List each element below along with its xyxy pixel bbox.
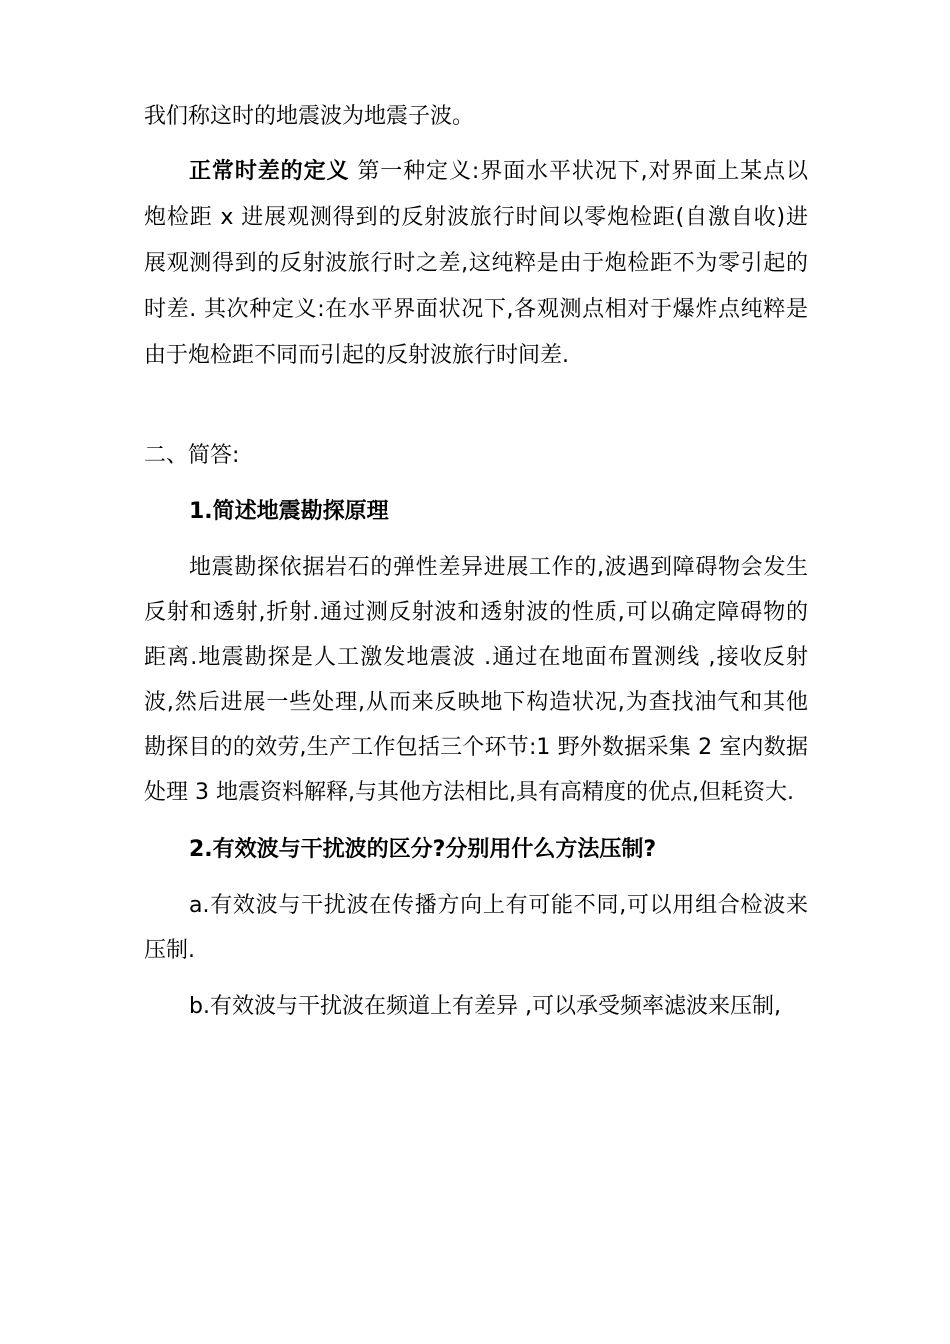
paragraph-line: 勘探目的的效劳,生产工作包括三个环节:1 野外数据采集 2 室内数据 [144,735,808,760]
paragraph-line: 展观测得到的反射波旅行时之差,这纯粹是由于炮检距不为零引起的 [144,251,808,276]
term-heading: 正常时差的定义 [189,159,350,184]
section-heading: 二、简答: [144,443,240,468]
paragraph-line: 处理 3 地震资料解释,与其他方法相比,具有高精度的优点,但耗资大. [144,780,794,805]
question-title: 1.简述地震勘探原理 [189,499,389,524]
paragraph-line: 距离.地震勘探是人工激发地震波 .通过在地面布置测线 ,接收反射 [144,645,808,670]
definition-first-line [189,157,808,187]
paragraph-line: 反射和透射,折射.通过测反射波和透射波的性质,可以确定障碍物的 [144,600,808,625]
paragraph-line: 由于炮检距不同而引起的反射波旅行时间差. [144,343,569,368]
paragraph-line: 压制. [144,938,195,963]
paragraph-line: a.有效波与干扰波在传播方向上有可能不同,可以用组合检波来 [189,893,808,918]
paragraph-line: 我们称这时的地震波为地震子波。 [144,104,475,129]
paragraph-line: 地震勘探依据岩石的弹性差异进展工作的,波遇到障碍物会发生 [189,555,808,580]
paragraph-text: 第一种定义:界面水平状况下,对界面上某点以 [357,159,808,184]
paragraph-line: b.有效波与干扰波在频道上有差异 ,可以承受频率滤波来压制, [189,994,781,1019]
paragraph-line: 炮检距 x 进展观测得到的反射波旅行时间以零炮检距(自激自收)进 [144,205,808,230]
paragraph-line: 波,然后进展一些处理,从而来反映地下构造状况,为查找油气和其他 [144,690,808,715]
question-title: 2.有效波与干扰波的区分?分别用什么方法压制? [189,837,657,862]
paragraph-line: 时差. 其次种定义:在水平界面状况下,各观测点相对于爆炸点纯粹是 [144,297,808,322]
